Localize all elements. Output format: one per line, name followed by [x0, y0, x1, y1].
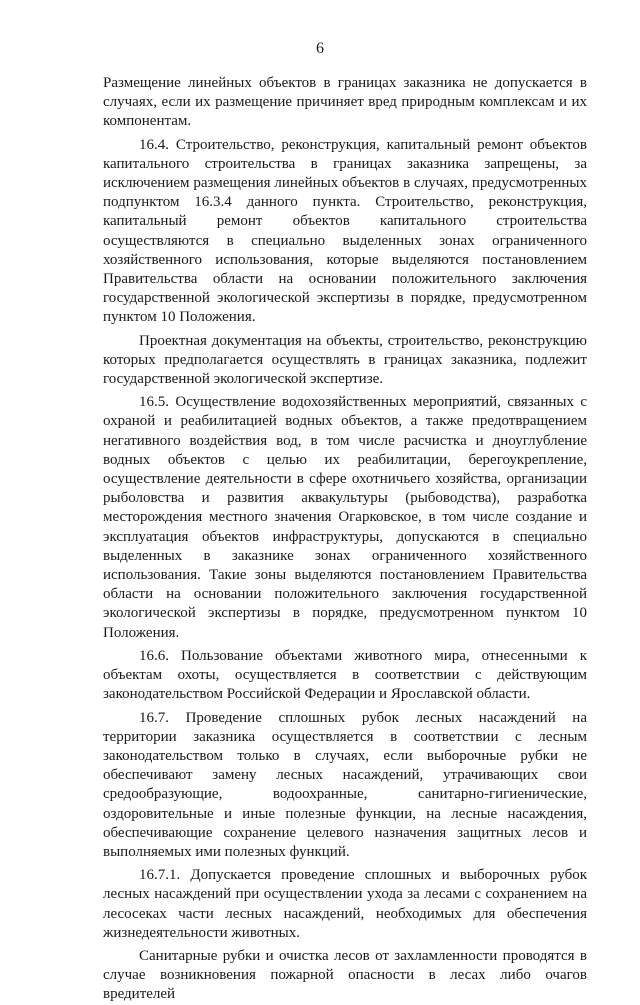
- paragraph-16-6: 16.6. Пользование объектами животного мира, отнесенными к объектам охоты, осуществляется в соответствии с действующим законодательством Российской Федерации и Ярославской области.: [103, 647, 587, 703]
- paragraph-project-documentation: Проектная документация на объекты, строительство, реконструкцию которых предполагается осуществлять в границах заказника, подлежит государственной экологической экспертизе.: [103, 332, 587, 388]
- paragraph-16-7-1: 16.7.1. Допускается проведение сплошных и выборочных рубок лесных насаждений при осуществлении ухода за лесами с сохранением на лесосеках части лесных насаждений, необходимых для обеспечения жизнедеятельности животных.: [103, 867, 587, 941]
- document-body: [103, 74, 587, 1005]
- paragraph-linear-objects: Размещение линейных объектов в границах заказника не допускается в случаях, если их размещение причиняет вред природным комплексам и их компонентам.: [103, 75, 587, 130]
- paragraph-16-4: 16.4. Строительство, реконструкция, капитальный ремонт объектов капитального строительства в границах заказника запрещены, за исключением размещения линейных объектов в случаях, предусмотренных подпунктом 16.3.4 данного пункта. Строительство, реконструкция, капитальный ремонт объектов капитального строительства осуществляются в специально выделенных зонах ограниченного хозяйственного использования, которые выделяются постановлением Правительства области на основании положительного заключения государственной экологической экспертизы в порядке, предусмотренном пунктом 10 Положения.: [103, 136, 587, 326]
- paragraph-16-7: 16.7. Проведение сплошных рубок лесных насаждений на территории заказника осуществляется в соответствии с лесным законодательством только в случаях, если выборочные рубки не обеспечивают замену лесных насаждений, утрачивающих свои средообразующие, водоохранные, санитарно-гигиенические, оздоровительные и иные полезные функции, на лесные насаждения, обеспечивающие сохранение целевого назначения защитных лесов и выполняемых ими полезных функций.: [103, 709, 587, 860]
- page-number: 6: [316, 40, 324, 57]
- paragraph-16-5: 16.5. Осуществление водохозяйственных мероприятий, связанных с охраной и реабилитацией водных объектов, а также предотвращением негативного воздействия вод, в том числе расчистка и дноуглубление водных объектов с целью их реабилитации, берегоукрепление, осуществление деятельности в сфере охотничьего хозяйства, организации рыболовства и развития аквакультуры (рыбоводства), разработка месторождения местного значения Огарковское, в том числе создание и эксплуатация объектов инфраструктуры, допускаются в специально выделенных в заказнике зонах ограниченного хозяйственного использования. Такие зоны выделяются постановлением Правительства области на основании положительного заключения государственной экологической экспертизы в порядке, предусмотренном пунктом 10 Положения.: [103, 394, 587, 641]
- paragraph-sanitary-felling: Санитарные рубки и очистка лесов от захламленности проводятся в случае возникновения пожарной опасности в лесах либо очагов вредителей: [103, 947, 587, 1003]
